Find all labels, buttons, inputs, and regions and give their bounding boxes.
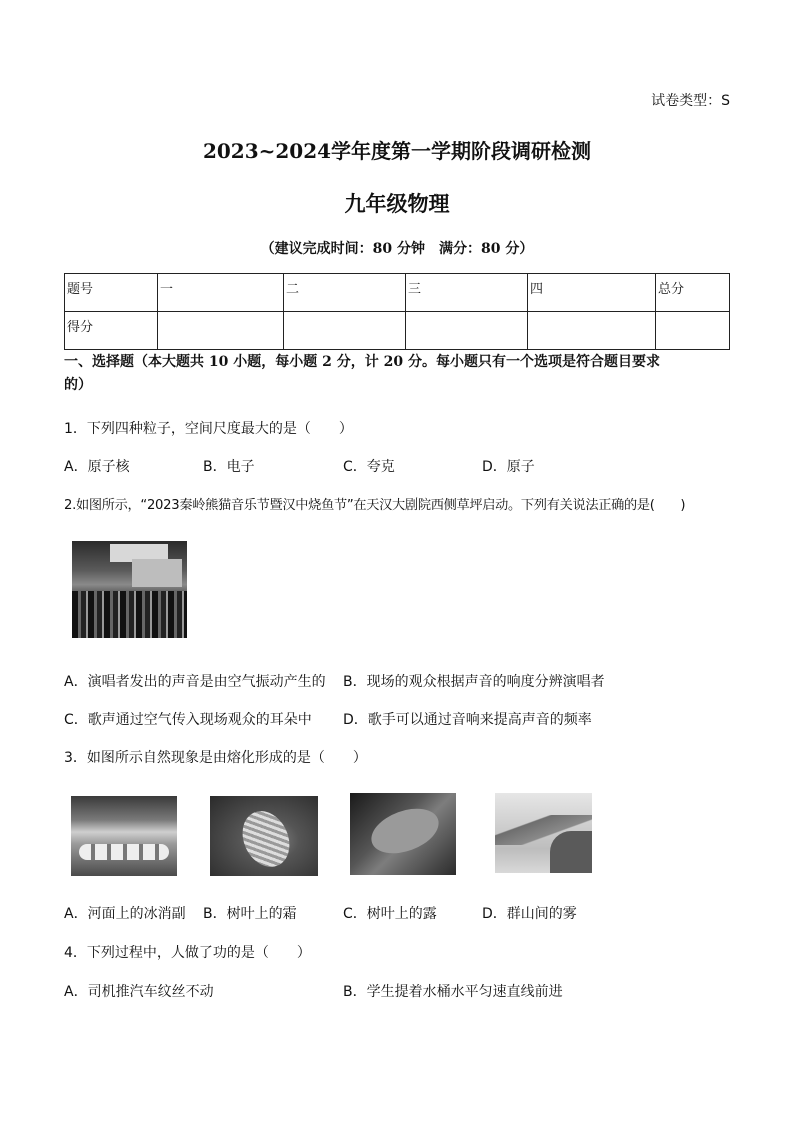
q2-option-b[interactable]: B．现场的观众根据声音的响度分辨演唱者 xyxy=(343,674,605,690)
stage-building xyxy=(132,559,182,587)
exam-title: 2023~2024学年度第一学期阶段调研检测 xyxy=(202,139,592,163)
q2-option-c[interactable]: C．歌声通过空气传入现场观众的耳朵中 xyxy=(64,712,312,728)
score-table xyxy=(64,273,730,350)
q3-option-a[interactable]: A．河面上的冰消副 xyxy=(64,906,186,922)
q4-option-b[interactable]: B．学生提着水桶水平匀速直线前进 xyxy=(343,984,563,1000)
score-input-cell[interactable] xyxy=(656,312,730,350)
snowy-rocks xyxy=(79,844,169,860)
q4-option-a[interactable]: A．司机推汽车纹丝不动 xyxy=(64,984,214,1000)
q1-option-d[interactable]: D．原子 xyxy=(482,459,535,475)
frost-leaf-photo xyxy=(210,796,318,876)
score-table-header-row xyxy=(65,274,730,312)
question-1-stem: 1．下列四种粒子，空间尺度最大的是（ ） xyxy=(64,421,353,437)
dewy-leaf xyxy=(365,800,444,862)
frosted-leaf xyxy=(234,803,298,874)
q1-option-b[interactable]: B．电子 xyxy=(203,459,255,475)
dew-leaf-photo xyxy=(350,793,456,875)
score-input-cell[interactable] xyxy=(158,312,284,350)
score-cell: 题号 xyxy=(65,274,158,312)
ice-melting-photo xyxy=(71,796,177,876)
question-4-stem: 4．下列过程中，人做了功的是（ ） xyxy=(64,945,311,961)
score-cell: 总分 xyxy=(656,274,730,312)
exam-type-label: 试卷类型：S xyxy=(651,93,730,109)
question-2-stem: 2.如图所示，“2023秦岭熊猫音乐节暨汉中烧鱼节”在天汉大剧院西侧草坪启动。下列有关说法正确的是( ) xyxy=(64,498,686,513)
q1-option-c[interactable]: C．夸克 xyxy=(343,459,395,475)
concert-photo xyxy=(72,541,187,638)
q3-option-d[interactable]: D．群山间的雾 xyxy=(482,906,577,922)
section-heading-line: 的） xyxy=(64,377,92,393)
score-cell: 一 xyxy=(158,274,284,312)
question-3-stem: 3．如图所示自然现象是由熔化形成的是（ ） xyxy=(64,750,367,766)
section-heading-line: 一、选择题（本大题共 10 小题，每小题 2 分，计 20 分。每小题只有一个选项是符合题目要求 xyxy=(64,354,660,370)
section-heading xyxy=(64,351,736,397)
mountain-fog-photo xyxy=(495,793,592,873)
q1-option-a[interactable]: A．原子核 xyxy=(64,459,130,475)
performers-crowd xyxy=(72,591,187,638)
score-cell: 四 xyxy=(528,274,656,312)
score-input-cell[interactable] xyxy=(284,312,406,350)
score-cell: 二 xyxy=(284,274,406,312)
score-input-cell[interactable] xyxy=(406,312,528,350)
q3-option-c[interactable]: C．树叶上的露 xyxy=(343,906,437,922)
score-cell: 三 xyxy=(406,274,528,312)
q2-option-d[interactable]: D．歌手可以通过音响来提高声音的频率 xyxy=(343,712,592,728)
score-input-cell[interactable] xyxy=(528,312,656,350)
q2-option-a[interactable]: A．演唱者发出的声音是由空气振动产生的 xyxy=(64,674,326,690)
foreground-hill xyxy=(550,831,592,873)
score-cell: 得分 xyxy=(65,312,158,350)
exam-meta: （建议完成时间：80 分钟 满分：80 分） xyxy=(260,241,534,257)
score-table-score-row xyxy=(65,312,730,350)
q3-option-b[interactable]: B．树叶上的霜 xyxy=(203,906,297,922)
exam-subject: 九年级物理 xyxy=(344,191,450,216)
